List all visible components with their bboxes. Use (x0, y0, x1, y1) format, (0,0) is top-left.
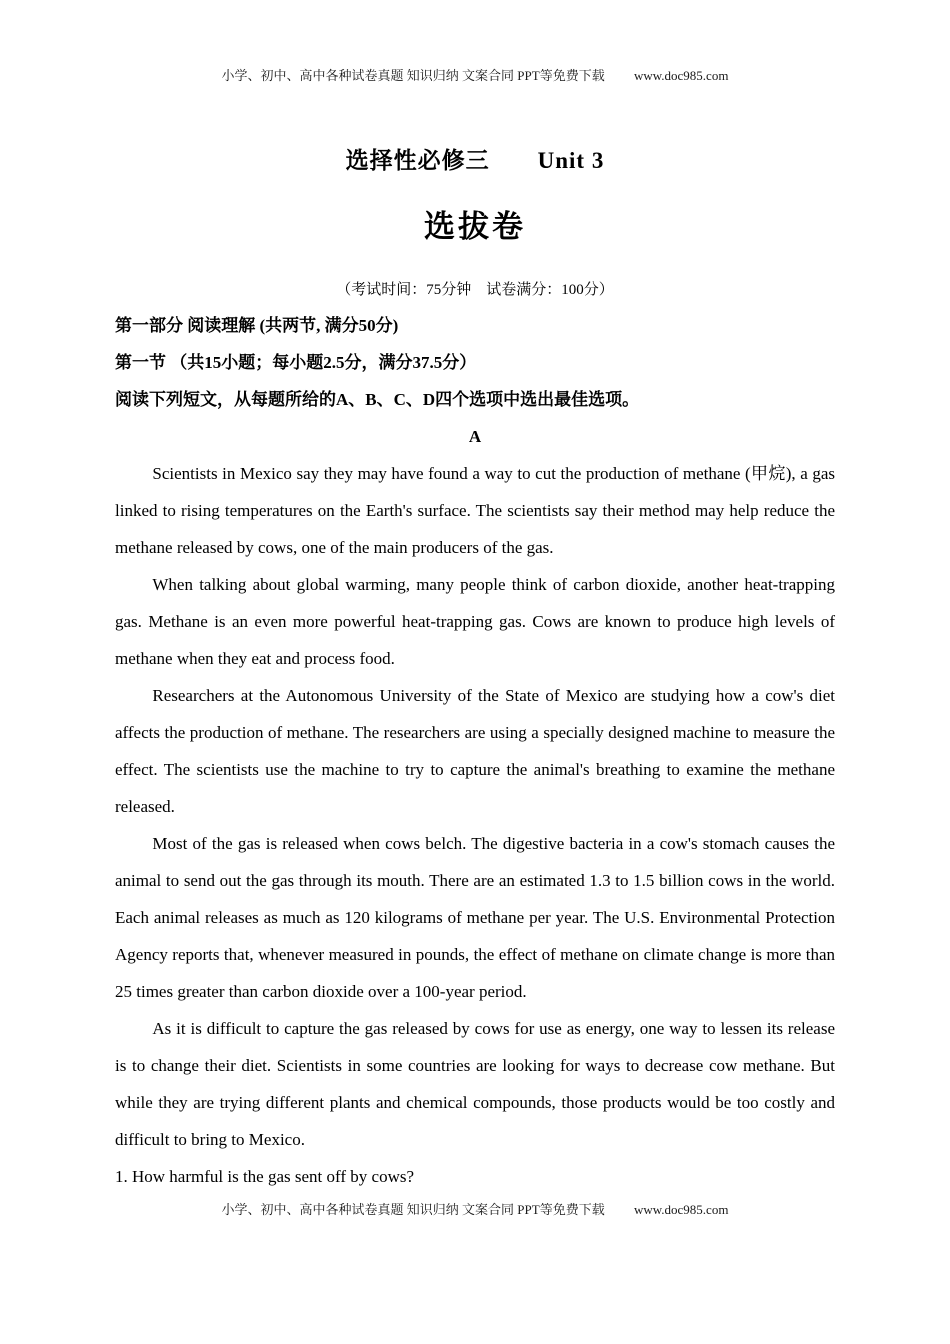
part-heading: 第一部分 阅读理解 (共两节, 满分50分) (115, 316, 399, 335)
section-heading: 第一节 （共15小题；每小题2.5分，满分37.5分） (115, 353, 477, 372)
passage-paragraph: Scientists in Mexico say they may have found a way to cut the production of methane (甲烷), a gas linked to rising temperatures on the Earth's surface. The scientists say their method may help reduce the methane released by cows, one of the main producers of the gas. (115, 464, 835, 557)
footer-watermark-text: 小学、初中、高中各种试卷真题 知识归纳 文案合同 PPT等免费下载 (221, 1202, 605, 1217)
paper-body (115, 307, 835, 1195)
passage-label: A (468, 427, 482, 446)
question-1: 1. How harmful is the gas sent off by cows? (115, 1167, 415, 1186)
header-site-url: www.doc985.com (633, 68, 729, 83)
page-title: 选择性必修三 Unit 3 (345, 148, 605, 173)
instructions-text: 阅读下列短文，从每题所给的A、B、C、D四个选项中选出最佳选项。 (115, 390, 640, 409)
exam-info: （考试时间：75分钟 试卷满分：100分） (336, 282, 614, 298)
passage-paragraph: When talking about global warming, many people think of carbon dioxide, another heat-trapping gas. Methane is an even more powerful heat-trapping gas. Cows are known to produce high levels of methane when they eat and process food. (115, 575, 835, 668)
header-watermark-text: 小学、初中、高中各种试卷真题 知识归纳 文案合同 PPT等免费下载 (221, 68, 605, 83)
footer-site-url: www.doc985.com (633, 1202, 729, 1217)
passage-paragraph: As it is difficult to capture the gas released by cows for use as energy, one way to lessen its release is to change their diet. Scientists in some countries are looking for ways to decrease cow methane. But while they are trying different plants and chemical compounds, those products would be too costly and difficult to bring to Mexico. (115, 1019, 835, 1149)
paper-subtitle: 选拔卷 (424, 209, 526, 244)
page-footer (115, 1199, 835, 1218)
page-header (115, 65, 835, 84)
passage-paragraph: Most of the gas is released when cows belch. The digestive bacteria in a cow's stomach causes the animal to send out the gas through its mouth. There are an estimated 1.3 to 1.5 billion cows in the world. Each animal releases as much as 120 kilograms of methane per year. The U.S. Environmental Protection Agency reports that, whenever measured in pounds, the effect of methane on climate change is more than 25 times greater than carbon dioxide over a 100-year period. (115, 834, 835, 1001)
passage-paragraph: Researchers at the Autonomous University of the State of Mexico are studying how a cow's diet affects the production of methane. The researchers are using a specially designed machine to measure the effect. The scientists use the machine to try to capture the animal's breathing to examine the methane released. (115, 686, 835, 816)
